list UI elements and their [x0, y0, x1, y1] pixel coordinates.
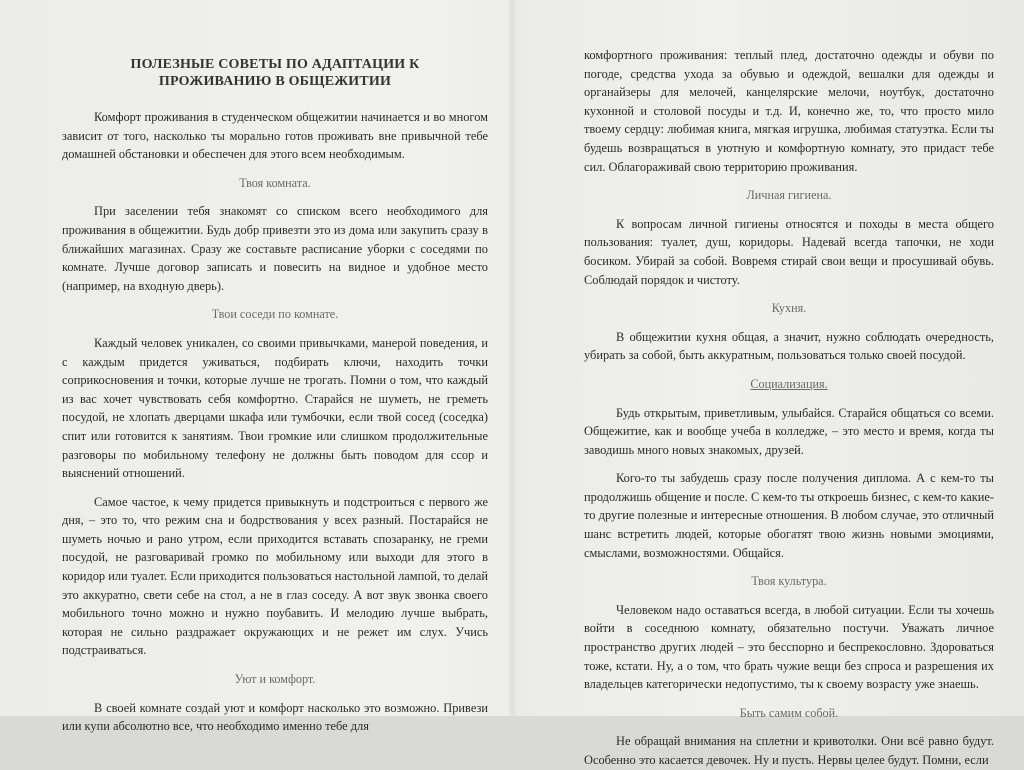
- section-heading-culture: Твоя культура.: [751, 574, 827, 589]
- title-line-1: ПОЛЕЗНЫЕ СОВЕТЫ ПО АДАПТАЦИИ К: [130, 57, 420, 72]
- paragraph-comfort: В своей комнате создай уют и комфорт насколько это возможно. Привези или купи абсолютно все, что необходимо именно тебе для: [62, 700, 488, 734]
- paragraph-roommates-1: Каждый человек уникален, со своими привычками, манерой поведения, и с каждым придется уживаться, подбирать ключи, находить точки соприкосновения и точки, которые лучше не трогать. Помни о том, что каждый из вас хочет чувствовать себя комфортно. Старайся не шуметь, не греметь посудой, не хлопать дверцами шкафа или тумбочки, если твой сосед (соседка) спит или готовится к занятиям. Твои громкие или слишком продолжительные разговоры по мобильному телефону не должны быть поводом для ссор и выяснений отношений.: [62, 335, 488, 481]
- section-heading-comfort: Уют и комфорт.: [234, 672, 316, 687]
- paragraph-be-yourself: Не обращай внимания на сплетни и кривотолки. Они всё равно будут. Особенно это касается девочек. Ну и пусть. Нервы целее будут. Помни, если: [584, 734, 994, 767]
- paragraph-room: При заселении тебя знакомят со списком всего необходимого для проживания в общежитии. Будь добр привезти это из дома или закупить сразу в ближайших магазинах. Сразу же составьте расписание уборки с соседями по комнате. Лучше договор записать и повесить на видное и удобное место (например, на входную дверь).: [62, 204, 488, 293]
- section-heading-be-yourself: Быть самим собой.: [739, 705, 839, 720]
- document-title: [62, 56, 488, 90]
- paragraph-hygiene: К вопросам личной гигиены относятся и походы в места общего пользования: туалет, душ, коридоры. Надевай всегда тапочки, не ходи босиком. Убирай за собой. Вовремя стирай свои вещи и просушивай обувь. Соблюдай порядок и чистоту.: [584, 216, 994, 287]
- section-heading-socialization: Социализация.: [750, 376, 828, 391]
- paragraph-culture: Человеком надо оставаться всегда, в любой ситуации. Если ты хочешь войти в соседнюю комнату, обязательно постучи. Уважать личное пространство других людей – это бесспорно и беспрекословно. Здороваться тоже, кстати. Ну, а о том, что брать чужие вещи без спроса и разрешения их владельцев категорически недопустимо, ты к своему возрасту уже знаешь.: [584, 602, 994, 692]
- paragraph-kitchen: В общежитии кухня общая, а значит, нужно соблюдать очередность, убирать за собой, быть аккуратным, пользоваться только своей посудой.: [584, 329, 994, 363]
- paragraph-socialization-1: Будь открытым, приветливым, улыбайся. Старайся общаться со всеми. Общежитие, как и вообще учеба в колледже, – это место и время, когда ты заводишь много новых знакомых, друзей.: [584, 405, 994, 457]
- intro-paragraph: Комфорт проживания в студенческом общежитии начинается и во многом зависит от того, насколько ты морально готов проживать вне привычной тебе домашней обстановки и обеспечен для этого всем необходимым.: [62, 110, 488, 162]
- right-page: [584, 0, 994, 767]
- section-heading-roommates: Твои соседи по комнате.: [211, 307, 339, 322]
- section-heading-hygiene: Личная гигиена.: [746, 188, 832, 203]
- paragraph-roommates-2: Самое частое, к чему придется привыкнуть и подстроиться с первого же дня, – это то, что режим сна и бодрствования у всех разный. Постарайся не шуметь ночью и рано утром, если приходится вставать спозаранку, не греми посудой, не разговаривай громко по мобильному или выходи для этого в коридор или туалет. Если приходится пользоваться настольной лампой, то делай это аккуратно, свети себе на стол, а не в глаз соседу. А вот звук звонка своего мобильного точно можно и нужно поубавить. И мелодию лучше выбрать, которая не сильно раздражает окружающих и не режет им слух. Учись подстраиваться.: [62, 494, 488, 658]
- left-page: [62, 0, 488, 734]
- paragraph-comfort-continued: комфортного проживания: теплый плед, достаточно одежды и обуви по погоде, средства ухода за обувью и одеждой, вешалки для одежды и органайзеры для мелочей, канцелярские мелочи, ноутбук, достаточно кухонной и столовой посуды и т.д. И, конечно же, то, что просто мило твоему сердцу: любимая книга, мягкая игрушка, любимая статуэтка. Если ты будешь возвращаться в уютную и комфортную комнату, это придаст тебе сил. Облагораживай свою территорию проживания.: [584, 48, 994, 174]
- paragraph-socialization-2: Кого-то ты забудешь сразу после получения диплома. А с кем-то ты продолжишь общение и после. С кем-то ты откроешь бизнес, с кем-то какие-то другие полезные и интересные отношения. В любом случае, это отличный шанс встретить людей, которые обогатят твою жизнь новыми эмоциями, смыслами, возможностями. Общайся.: [584, 471, 994, 560]
- section-heading-room: Твоя комната.: [239, 175, 311, 190]
- title-line-2: ПРОЖИВАНИЮ В ОБЩЕЖИТИИ: [158, 74, 392, 89]
- section-heading-kitchen: Кухня.: [771, 301, 807, 316]
